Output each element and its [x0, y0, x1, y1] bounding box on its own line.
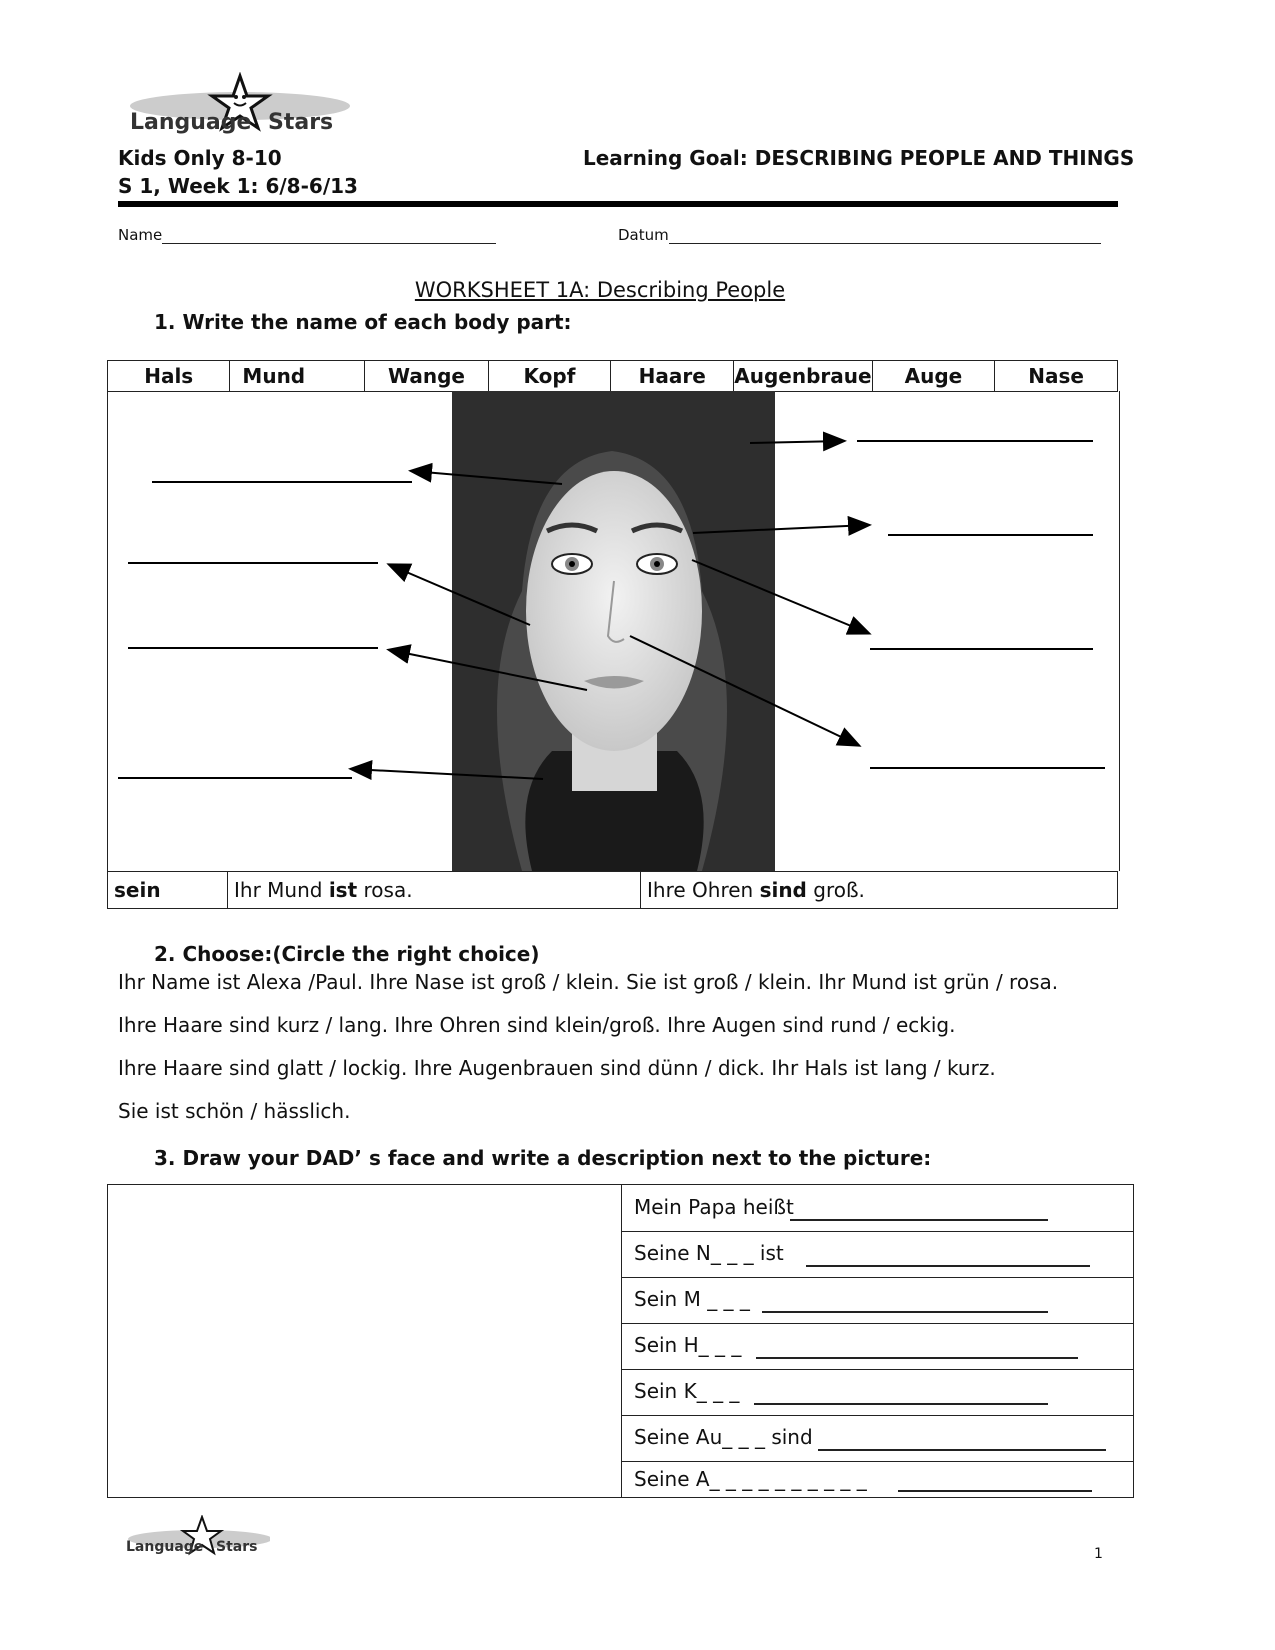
dad-row-2-label: Seine N_ _ _ ist: [634, 1241, 784, 1265]
dad-row-3-label: Sein M _ _ _: [634, 1287, 750, 1311]
arrow-3: [390, 650, 587, 690]
sein-ex2-a: Ihre Ohren: [647, 878, 760, 902]
word-augenbraue: Augenbraue: [734, 361, 872, 392]
dad-row-5-line: [754, 1403, 1048, 1405]
dad-row-7-line: [898, 1490, 1092, 1492]
choose-line-2: Ihre Haare sind kurz / lang. Ihre Ohren sind klein/groß. Ihre Augen sind rund / eckig.: [118, 1013, 956, 1037]
name-label: Name: [118, 226, 163, 244]
dad-drawing-table: [107, 1184, 1134, 1498]
page-number: 1: [1094, 1546, 1103, 1562]
sein-example-1: [228, 872, 641, 909]
footer-logo-text-left: Language: [126, 1539, 204, 1555]
worksheet-title: WORKSHEET 1A: Describing People: [414, 278, 786, 302]
sein-ex2-c: groß.: [806, 878, 865, 902]
word-haare: Haare: [611, 361, 734, 392]
word-auge: Auge: [872, 361, 995, 392]
arrow-1: [412, 471, 562, 484]
dad-row-3[interactable]: [622, 1277, 1133, 1324]
arrow-4: [352, 769, 543, 779]
footer-logo-text-right: Stars: [216, 1539, 258, 1555]
dad-row-4[interactable]: [622, 1323, 1133, 1370]
dad-row-6[interactable]: [622, 1415, 1133, 1462]
arrow-6: [693, 525, 868, 533]
date-label: Datum: [618, 226, 669, 244]
dad-row-7[interactable]: [622, 1461, 1133, 1497]
arrow-7: [692, 560, 868, 633]
sein-ex2-b: sind: [759, 878, 807, 902]
sein-table: [107, 871, 1118, 909]
arrow-2: [390, 565, 530, 625]
choose-line-3: Ihre Haare sind glatt / lockig. Ihre Augenbrauen sind dünn / dick. Ihr Hals ist lang / kurz.: [118, 1056, 996, 1080]
logo-text-left: Language: [130, 110, 252, 135]
question-3: 3. Draw your DAD’ s face and write a description next to the picture:: [154, 1146, 932, 1170]
question-1: 1. Write the name of each body part:: [154, 310, 572, 334]
drawing-area[interactable]: [108, 1185, 622, 1497]
word-wange: Wange: [365, 361, 488, 392]
question-2: 2. Choose:(Circle the right choice): [154, 942, 540, 966]
dad-row-7-label: Seine A_ _ _ _ _ _ _ _ _ _: [634, 1467, 867, 1491]
dad-row-6-label: Seine Au_ _ _ sind: [634, 1425, 813, 1449]
dad-row-1-line: [790, 1219, 1048, 1221]
dad-row-3-line: [762, 1311, 1048, 1313]
dad-row-6-line: [818, 1449, 1106, 1451]
dad-row-1[interactable]: [622, 1185, 1133, 1232]
word-mund: Mund: [230, 361, 365, 392]
dad-row-4-line: [756, 1357, 1078, 1359]
word-hals: Hals: [108, 361, 230, 392]
dad-row-2-line: [806, 1265, 1090, 1267]
sein-ex1-b: ist: [328, 878, 358, 902]
sein-example-2: [641, 872, 1118, 909]
logo-text-right: Stars: [268, 110, 334, 135]
learning-goal: Learning Goal: DESCRIBING PEOPLE AND THINGS: [583, 146, 1135, 170]
dad-row-4-label: Sein H_ _ _: [634, 1333, 742, 1357]
sein-ex1-a: Ihr Mund: [234, 878, 329, 902]
dad-row-2[interactable]: [622, 1231, 1133, 1278]
choose-line-4: Sie ist schön / hässlich.: [118, 1099, 351, 1123]
dad-row-5-label: Sein K_ _ _: [634, 1379, 740, 1403]
sein-label: sein: [108, 872, 228, 909]
course-title: Kids Only 8-10: [118, 146, 282, 170]
choose-line-1: Ihr Name ist Alexa /Paul. Ihre Nase ist groß / klein. Sie ist groß / klein. Ihr Mund ist grün / rosa.: [118, 970, 1059, 994]
dad-row-5[interactable]: [622, 1369, 1133, 1416]
sein-ex1-c: rosa.: [357, 878, 413, 902]
arrow-8: [630, 636, 858, 745]
week-info: S 1, Week 1: 6/8-6/13: [118, 174, 358, 198]
dad-row-1-label: Mein Papa heißt: [634, 1195, 794, 1219]
footer-logo: [120, 1515, 270, 1561]
arrow-5: [750, 441, 843, 443]
word-nase: Nase: [995, 361, 1118, 392]
word-kopf: Kopf: [488, 361, 611, 392]
